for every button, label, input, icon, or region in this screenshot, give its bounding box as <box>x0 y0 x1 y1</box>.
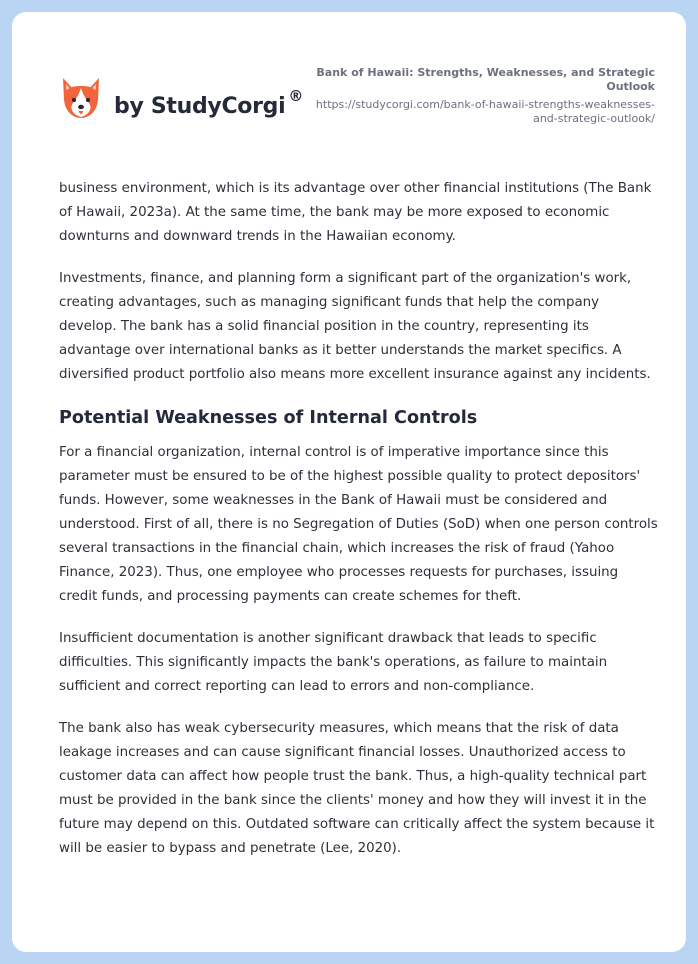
paragraph: The bank also has weak cybersecurity measures, which means that the risk of data leakage increases and can cause significant financial losses. Unauthorized access to customer data can affect how people trust the bank. Thus, a high-quality technical part must be provided in the bank since the clients' money and how they will invest it in the future may depend on this. Outdated software can critically affect the system because it will be easier to bypass and penetrate (Lee, 2020). <box>59 721 655 856</box>
registered-mark: ® <box>288 87 304 105</box>
document-page <box>12 12 686 952</box>
document-url[interactable]: https://studycorgi.com/bank-of-hawaii-strengths-weaknesses-and-strategic-outlook/ <box>315 98 655 125</box>
paragraph: Insufficient documentation is another significant drawback that leads to specific difficulties. This significantly impacts the bank's operations, as failure to maintain sufficient and correct reporting can lead to errors and non-compliance. <box>59 631 608 694</box>
document-body <box>59 177 659 879</box>
studycorgi-logo[interactable] <box>60 76 303 124</box>
brand-name: by StudyCorgi ® <box>114 87 304 119</box>
document-title: Bank of Hawaii: Strengths, Weaknesses, and Strategic Outlook <box>316 66 655 93</box>
paragraph: For a financial organization, internal control is of imperative importance since this parameter must be ensured to be of the highest possible quality to protect depositors' funds. However, some weaknesses in the Bank of Hawaii must be considered and understood. First of all, there is no Segregation of Duties (SoD) when one person controls several transactions in the financial chain, which increases the risk of fraud (Yahoo Finance, 2023). Thus, one employee who processes requests for purchases, issuing credit funds, and processing payments can create schemes for theft. <box>59 445 658 604</box>
paragraph: business environment, which is its advantage over other financial institutions (The Bank of Hawaii, 2023a). At the same time, the bank may be more exposed to economic downturns and downward trends in the Hawaiian economy. <box>59 181 652 244</box>
section-heading: Potential Weaknesses of Internal Controls <box>59 408 478 428</box>
page-header <box>12 12 686 162</box>
document-meta <box>315 66 655 126</box>
corgi-head-icon <box>60 76 102 124</box>
paragraph: Investments, finance, and planning form a significant part of the organization's work, creating advantages, such as managing significant funds that help the company develop. The bank has a solid financial position in the country, representing its advantage over international banks as it better understands the market specifics. A diversified product portfolio also means more excellent insurance against any incidents. <box>59 271 651 382</box>
